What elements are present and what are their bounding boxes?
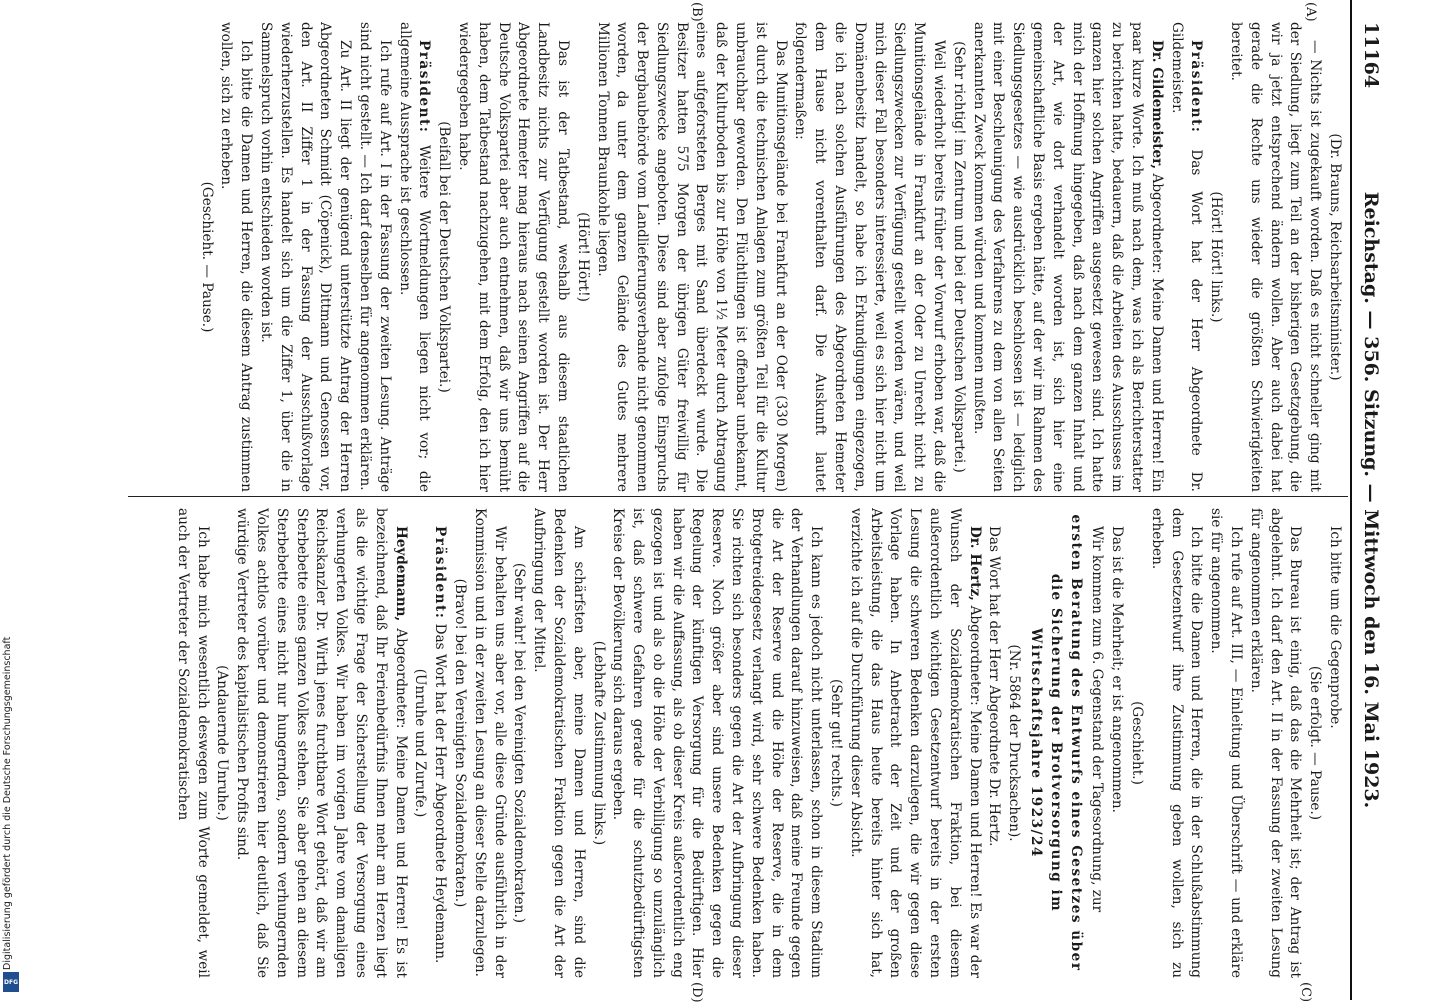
paragraph: Das ist die Mehrheit; er ist angenommen. (1109, 526, 1126, 813)
page-header (1350, 0, 1388, 1000)
paragraph: Ich bitte die Damen und Herren, die in der Schlußabstimmung dem Gesetzentwurf ihre Zustimmung geben wollen, sich zu erheben. (1148, 508, 1205, 978)
right-column (84, 508, 1344, 978)
paragraph: Ich habe mich wesentlich deswegen zum Worte gemeldet, weil auch der Vertreter der Sozialdemokratischen (174, 508, 211, 978)
interjection: (Sehr wahr! bei den Vereinigten Sozialdemokraten.) (511, 562, 528, 924)
interjection: (Unruhe und Zurufe.) (412, 668, 429, 818)
paragraph: Ich bitte die Damen und Herren, die diesem Antrag zustimmen wollen, sich zu erheben. (218, 22, 255, 492)
paragraph-text: Das Wort hat der Herr Abgeordnete Dr. Gildemeister. (1168, 22, 1205, 492)
interjection: (Lebhafte Zustimmung links.) (590, 640, 607, 846)
digitization-note: Digitalisierung gefördert durch die Deutsche Forschungsgemeinschaft (2, 636, 13, 970)
paragraph: Das ist der Tatbestand, weshalb aus diesem staatlichen Landbesitz nichts zur Verfügung gestellt worden ist. Der Herr Abgeordnete Hemeter mag hieraus nach seinen Angriffen auf die Deutsche Volkspartei aber auch entnehmen, daß wir uns bemüht haben, dem Tatbestand nachzugehen, mit dem Erfolg, den ich hier wiedergegeben habe. (455, 22, 571, 492)
paragraph: Wir kommen zum 6. Gegenstand der Tagesordnung, zur (1089, 526, 1106, 913)
paragraph (845, 508, 984, 978)
speaker-label: Präsident: (416, 40, 433, 134)
paragraph: Ich bitte um die Gegenprobe. (1327, 526, 1343, 729)
speaker-label: Präsident: (1188, 40, 1205, 134)
interjection: (Sie erfolgt. — Pause.) (1307, 665, 1324, 821)
page-title: Reichstag. — 356. Sitzung. — Mittwoch den 16. Mai 1923. (1360, 191, 1382, 809)
paragraph-text: Das Wort hat der Herr Abgeordnete Heydemann. (432, 623, 449, 964)
paragraph (394, 22, 434, 492)
paragraph (968, 22, 1166, 492)
interjection: (Bravo! bei den Vereinigten Sozialdemokraten.) (451, 578, 468, 908)
interjection: (Beifall bei der Deutschen Volkspartei.) (436, 121, 453, 393)
paragraph (231, 508, 409, 978)
paragraph: Wir behalten uns aber vor, alle diese Gründe ausführlich in der Kommission und in der zweiten Lesung an dieser Stelle darzulegen. (471, 508, 508, 978)
paragraph: Ich rufe auf Art. III, — Einleitung und Überschrift — und erkläre sie für angenommen. (1208, 508, 1245, 978)
paragraph-text: Abgeordneter: Meine Damen und Herren! Es ist bezeichnend, daß Ihr Ferienbedürfnis Ihnen mehr am Herzen liegt als die wichtige Frage der Sicherstellung der Versorgung eines verhungerten Volkes. Wir haben im vorigen Jahre vom damaligen Reichskanzler Dr. Wirth jenes furchtbare Wort gehört, daß wir am Sterbebette eines ganzen Volkes stehen. Sie aber gehen an diesem Sterbebette eines nicht nur hungernden, sondern verhungernden Volkes achtlos vorüber und demonstrieren hier deutlich, daß Sie würdige Vertreter des kapitalistischen Profits sind. (234, 508, 409, 978)
speaker-name: Heydemann, (392, 526, 409, 622)
margin-mark-a: (A) (1303, 2, 1318, 22)
speaker-continuation: (Dr. Brauns, Reichsarbeitsminister.) (1327, 133, 1343, 381)
digitization-strip (0, 0, 22, 1000)
paragraph: Am schärfsten aber, meine Damen und Herren, sind die Bedenken der Sozialdemokratischen Fraktion gegen die Art der Aufbringung der Mittel. (531, 508, 587, 978)
margin-mark-d: (D) (689, 982, 704, 1003)
paragraph-text: Abgeordneter: Meine Damen und Herren! Es war der Wunsch der Sozialdemokratischen Fraktion, bei diesem außerordentlich wichtigen Gesetzentwurf bereits in der ersten Lesung die schweren Bedenken darzulegen, die wir gegen diese Vorlage haben. In Anbetracht der Zeit und der großen Arbeitsleistung, die das Haus heute bereits hinter sich hat, verzichte ich auf die Durchführung dieser Absicht. (847, 508, 983, 978)
quoted-paragraph: Das Munitionsgelände bei Frankfurt an der Oder (330 Morgen) ist durch die technischen Anlagen zum größten Teil für die Kultur unbrauchbar geworden. Den Flüchtlingen ist offenbar unbekannt, daß der Kulturboden bis zur Höhe von 1½ Meter durch Abtragung eines aufgeforsteten Berges mit Sand überdeckt wurde. Die Besitzer hatten 575 Morgen der übrigen Güter freiwillig für Siedlungszwecke angeboten. Diese sind aber zufolge Einspruchs der Bergbaubehörde vom Landlieferungsverbande nicht genommen worden, da unter dem ganzen Gelände des Gutes mehrere Millionen Tonnen Braunkohle liegen. (594, 22, 789, 492)
newspaper-page (68, 0, 1388, 1003)
interjection: (Geschieht.) (1129, 701, 1146, 785)
margin-mark-c: (C) (1298, 982, 1313, 1003)
page-number: 11164 (1360, 22, 1382, 89)
interjection: (Sehr richtig! im Zentrum und bei der Deutschen Volkspartei.) (950, 41, 967, 473)
interjection: (Hört! Hört! links.) (1208, 191, 1225, 323)
paragraph (1166, 22, 1206, 492)
interjection: (Sehr gut! rechts.) (828, 679, 845, 807)
left-column (84, 22, 1344, 492)
paragraph-text: Abgeordneter: Meine Damen und Herren! Ein paar kurze Worte. Ich muß nach dem, was ich als Berichterstatter zu berichten hatte, bedauern, daß die Arbeiten des Ausschusses im ganzen hier solchen Angriffen ausgesetzt gewesen sind. Ich hatte mich der Hoffnung hingegeben, daß nach dem ganzen Inhalt und der Art, wie dort verhandelt worden ist, sich hier eine gemeinschaftliche Basis ergeben hätte, auf der wir im Rahmen des Siedlungsgesetzes — wie ausdrücklich beschlossen ist — lediglich mit einer Beschleunigung des Verfahrens zu dem von allen Seiten anerkannten Zweck kommen würden und kommen mußten. (970, 22, 1165, 492)
speaker-name: Dr. Gildemeister, (1148, 40, 1165, 170)
dfg-logo: DFG (3, 972, 19, 992)
paragraph: Das Bureau ist einig, daß das die Mehrheit ist; der Antrag ist abgelehnt. Ich darf den Art. II in der Fassung der zweiten Lesung für angenommen erklären. (1247, 508, 1304, 978)
interjection: (Hört! Hört!) (574, 212, 591, 302)
paragraph: Ich rufe auf Art. I in der Fassung der zweiten Lesung. Anträge sind nicht gestellt. — Ich darf denselben für angenommen erklären. (356, 22, 393, 492)
paragraph: Weil wiederholt bereits früher der Vorwurf erhoben war, daß die Munitionsgelände in Frankfurt an der Oder zu Unrecht nicht zu Siedlungszwecken zur Verfügung gestellt worden wären, und weil mich dieser Fall besonders interessierte, weil es sich hier nicht um Domänenbesitz handelt, so habe ich Erkundigungen eingezogen, die ich nach solchen Ausführungen des Abgeordneten Hemeter dem Hause nicht vorenthalten darf. Die Auskunft lautet folgendermaßen: (792, 22, 948, 492)
agenda-reference: (Nr. 5864 der Drucksachen). (1006, 644, 1023, 842)
speaker-name: Dr. Hertz, (966, 526, 983, 601)
paragraph (429, 508, 449, 978)
paragraph-text: Weitere Wortmeldungen liegen nicht vor; die allgemeine Aussprache ist geschlossen. (396, 22, 433, 492)
paragraph: Zu Art. II liegt der genügend unterstützte Antrag der Herren Abgeordneten Schmidt (Cöpenick), Dittmann und Genossen vor, den Art. II Ziffer 1 in der Fassung der Ausschußvorlage wiederherzustellen. Es handelt sich um die Ziffer 1, über die in Sammelspruch vorhin entschieden worden ist. (257, 22, 354, 492)
column-rule (128, 496, 1348, 497)
interjection: (Geschieht. — Pause.) (198, 181, 215, 333)
paragraph: — Nichts ist zugekauft worden. Daß es nicht schneller ging mit der Siedlung, liegt zum Teil an der bisherigen Gesetzgebung, die wir ja jetzt entsprechend ändern wollen. Aber auch dabei hat gerade die Rechte uns wieder die größten Schwierigkeiten bereitet. (1228, 22, 1324, 492)
paragraph: Ich kann es jedoch nicht unterlassen, schon in diesem Stadium der Verhandlungen darauf hinzuweisen, daß meine Freunde gegen die Art der Reserve und die Höhe der Reserve, die in dem Brotgetreidegesetz verlangt wird, sehr schwere Bedenken haben. Sie richten sich besonders gegen die Art der Aufbringung dieser Reserve. Noch größer aber sind unsere Bedenken gegen die Regelung der künftigen Versorgung für die Bedürftigen. Hier haben wir die Auffassung, als ob dieser Kreis außerordentlich eng gezogen ist und als ob die Höhe der Verbilligung so unzulänglich ist, daß schwere Gefahren gerade für die schutzbedürftigsten Kreise der Bevölkerung sich daraus ergeben. (610, 508, 825, 978)
paragraph: Das Wort hat der Herr Abgeordnete Dr. Hertz. (986, 526, 1003, 847)
interjection: (Andauernde Unruhe.) (214, 665, 231, 821)
agenda-item: ersten Beratung des Entwurfs eines Gesetzes über die Sicherung der Brotversorgung im Wirtschaftsjahre 1923/24 (1028, 514, 1084, 972)
margin-mark-b: (B) (689, 2, 704, 22)
speaker-label: Präsident: (432, 526, 449, 620)
